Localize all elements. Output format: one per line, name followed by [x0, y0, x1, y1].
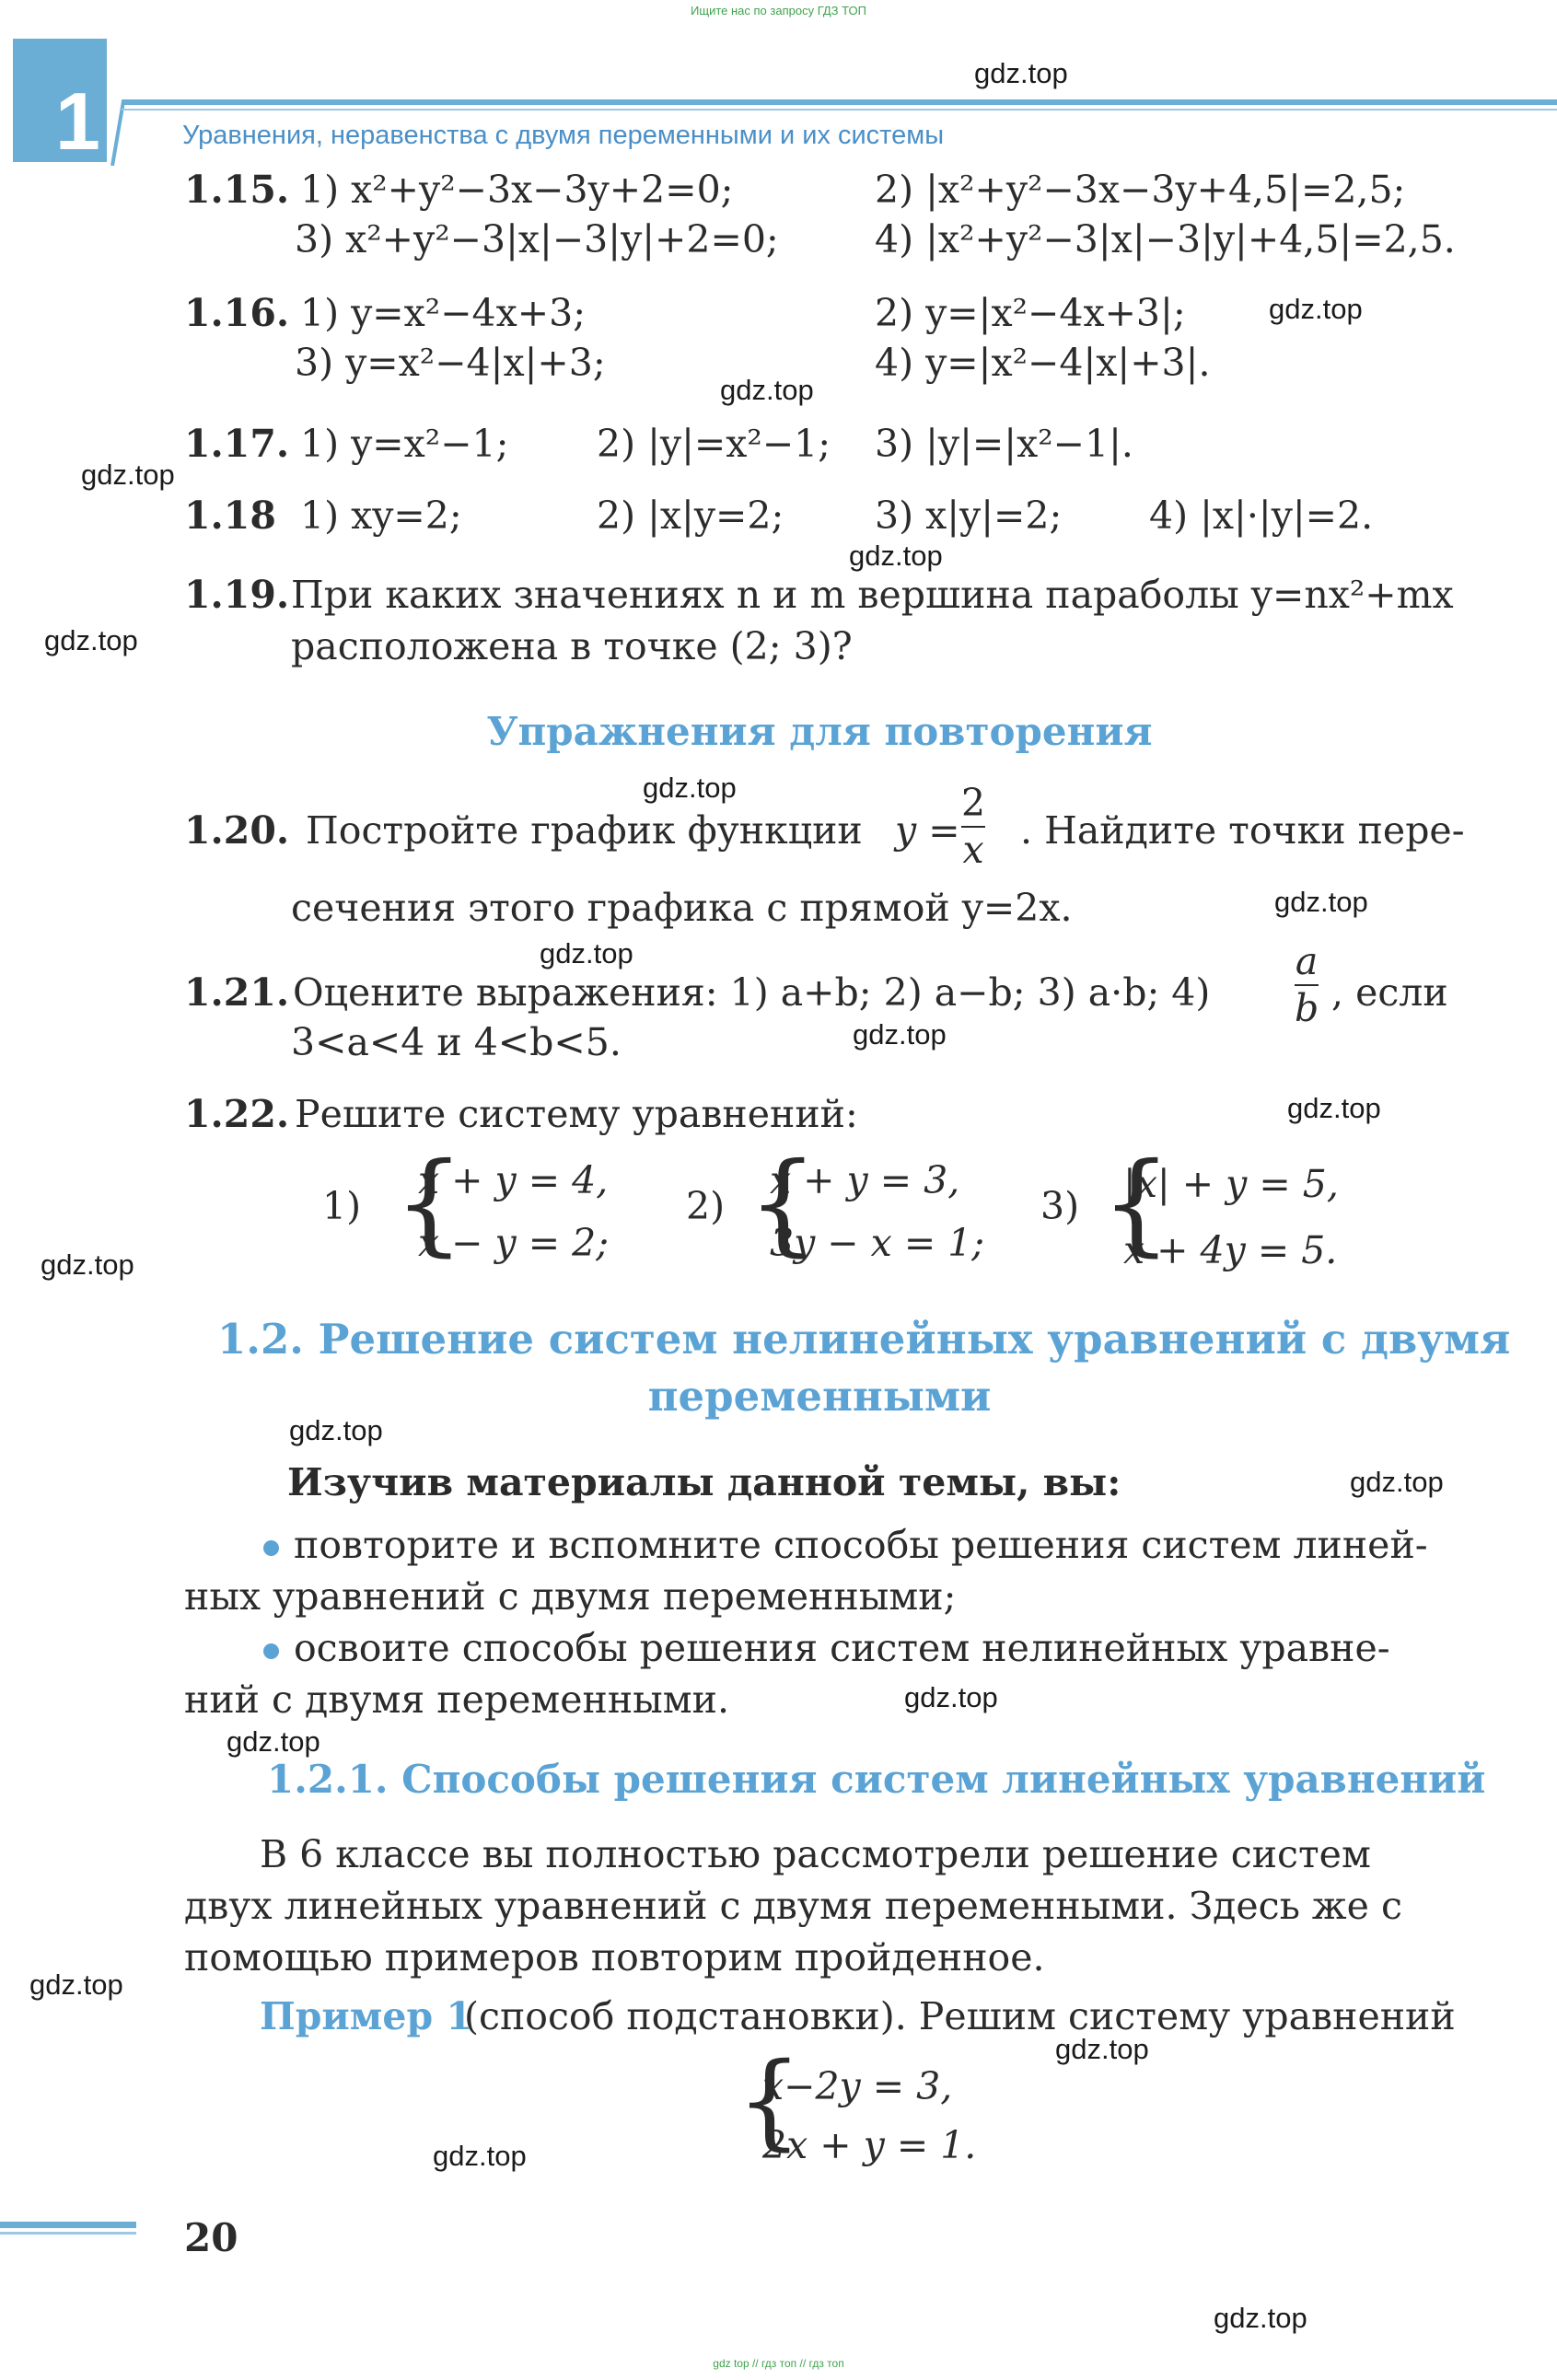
exercise-text: Постройте график функции [306, 808, 863, 853]
watermark: gdz.top [81, 459, 175, 491]
exercise-number: 1.22. [184, 1092, 290, 1136]
system-equation: x−2y = 3, [762, 2064, 953, 2108]
system-label: 2) [686, 1184, 726, 1228]
system-brace: { [748, 1140, 819, 1268]
running-head: Уравнения, неравенства с двумя переменными и их системы [182, 121, 945, 150]
system-brace: { [1101, 1140, 1172, 1268]
watermark: gdz.top [974, 57, 1068, 89]
exercise-part: 1) y=x²−1; [300, 422, 509, 466]
fraction-a-over-b [1295, 939, 1319, 1030]
header-rule-thin [122, 109, 1557, 110]
objective-item [263, 1626, 1390, 1670]
system-brace: { [394, 1140, 465, 1268]
exercise-part: 2) |y|=x²−1; [597, 422, 831, 466]
watermark: gdz.top [44, 624, 138, 656]
bottom-note: gdz top // гдз топ // гдз топ [713, 2357, 844, 2370]
system-equation: 2x + y = 1. [762, 2123, 977, 2167]
page-number: 20 [184, 2215, 238, 2260]
fraction-numerator: 2 [961, 781, 986, 825]
exercise-number: 1.17. [184, 422, 290, 466]
exercise-number: 1.21. [184, 970, 290, 1015]
exercise-part: 2) y=|x²−4x+3|; [875, 291, 1186, 335]
system-equation: 3y − x = 1; [770, 1221, 985, 1265]
footer-rule [0, 2222, 136, 2228]
fraction-2-over-x [961, 781, 986, 872]
exercise-part: 3) |y|=|x²−1|. [875, 422, 1133, 466]
objective-text: ний с двумя переменными. [184, 1678, 730, 1722]
watermark: gdz.top [1287, 1092, 1381, 1124]
watermark: gdz.top [41, 1248, 134, 1281]
exercise-part: 1) xy=2; [300, 493, 462, 538]
example-text: (способ подстановки). Решим систему уравнений [464, 1994, 1456, 2038]
system-equation: x + 4y = 5. [1123, 1228, 1338, 1272]
objective-text: освоите способы решения систем нелинейных уравне- [294, 1626, 1390, 1670]
watermark: gdz.top [227, 1725, 320, 1758]
exercise-text: Решите систему уравнений: [295, 1092, 858, 1136]
exercise-text: сечения этого графика с прямой y=2x. [291, 886, 1073, 930]
watermark: gdz.top [904, 1681, 998, 1713]
paragraph-line: двух линейных уравнений с двумя переменными. Здесь же с [184, 1884, 1402, 1928]
example-label: Пример 1 [260, 1994, 472, 2038]
exercise-part: 3) y=x²−4|x|+3; [295, 341, 606, 385]
objective-item [263, 1523, 1428, 1567]
exercise-number: 1.20. [184, 808, 290, 853]
exercise-part: 4) |x²+y²−3|x|−3|y|+4,5|=2,5. [875, 217, 1456, 261]
watermark: gdz.top [540, 937, 633, 969]
fraction-numerator: a [1295, 939, 1319, 983]
header-rule [122, 99, 1557, 105]
paragraph-line: помощью примеров повторим пройденное. [184, 1935, 1045, 1979]
exercise-number: 1.15. [184, 168, 290, 212]
system-equation: x − y = 2; [418, 1221, 610, 1265]
section-title: 1.2. Решение систем нелинейных уравнений с двумя [217, 1315, 1511, 1364]
top-note: Ищите нас по запросу ГДЗ ТОП [691, 4, 866, 17]
footer-rule-thin [0, 2232, 136, 2235]
exercise-part: 1) y=x²−4x+3; [300, 291, 587, 335]
exercise-text: . Найдите точки пере- [1020, 808, 1465, 853]
exercise-part: 4) y=|x²−4|x|+3|. [875, 341, 1211, 385]
system-brace: { [737, 2041, 803, 2161]
system-label: 1) [322, 1184, 362, 1228]
watermark: gdz.top [1214, 2302, 1307, 2334]
watermark: gdz.top [643, 772, 737, 804]
section-title: переменными [647, 1372, 992, 1421]
paragraph-line: В 6 классе вы полностью рассмотрели решение систем [260, 1832, 1371, 1876]
system-equation: |x| + y = 5, [1123, 1162, 1339, 1206]
watermark: gdz.top [1269, 293, 1363, 325]
exercise-text: , если [1331, 970, 1448, 1015]
exercise-number: 1.18 [184, 493, 276, 538]
exercise-number: 1.19. [184, 573, 290, 617]
objective-text: повторите и вспомните способы решения систем линей- [294, 1523, 1428, 1567]
watermark: gdz.top [1350, 1466, 1444, 1498]
exercise-text: расположена в точке (2; 3)? [291, 624, 853, 668]
exercise-part: 3) x²+y²−3|x|−3|y|+2=0; [295, 217, 779, 261]
system-equation: x + y = 3, [770, 1158, 960, 1202]
watermark: gdz.top [1274, 886, 1368, 918]
exercise-part: 1) x²+y²−3x−3y+2=0; [300, 168, 734, 212]
exercise-part: 2) |x²+y²−3x−3y+4,5|=2,5; [875, 168, 1406, 212]
fraction-denominator: x [962, 828, 984, 872]
watermark: gdz.top [433, 2140, 527, 2172]
chapter-number: 1 [55, 75, 100, 167]
watermark: gdz.top [29, 1968, 123, 2001]
exercise-part: 3) x|y|=2; [875, 493, 1063, 538]
bullet-icon [263, 1540, 279, 1556]
watermark: gdz.top [289, 1414, 383, 1446]
exercise-part: 4) |x|·|y|=2. [1149, 493, 1374, 538]
subsection-title: 1.2.1. Способы решения систем линейных уравнений [267, 1757, 1486, 1802]
objectives-heading: Изучив материалы данной темы, вы: [287, 1460, 1121, 1504]
chapter-slash-decoration [110, 101, 125, 166]
exercise-text: При каких значениях n и m вершина параболы y=nx²+mx [291, 573, 1454, 617]
watermark: gdz.top [853, 1018, 947, 1051]
watermark: gdz.top [1055, 2033, 1149, 2065]
exercise-text: Оцените выражения: 1) a+b; 2) a−b; 3) a·b; 4) [293, 970, 1211, 1015]
watermark: gdz.top [720, 374, 814, 406]
system-label: 3) [1040, 1184, 1080, 1228]
review-heading: Упражнения для повторения [486, 709, 1153, 754]
fraction-denominator: b [1295, 986, 1319, 1030]
bullet-icon [263, 1643, 279, 1659]
objective-text: ных уравнений с двумя переменными; [184, 1574, 957, 1619]
exercise-text: 3<a<4 и 4<b<5. [291, 1020, 622, 1064]
exercise-part: 2) |x|y=2; [597, 493, 784, 538]
function-lhs: y = [895, 808, 960, 853]
system-equation: x + y = 4, [418, 1158, 609, 1202]
exercise-number: 1.16. [184, 291, 290, 335]
watermark: gdz.top [849, 540, 943, 572]
